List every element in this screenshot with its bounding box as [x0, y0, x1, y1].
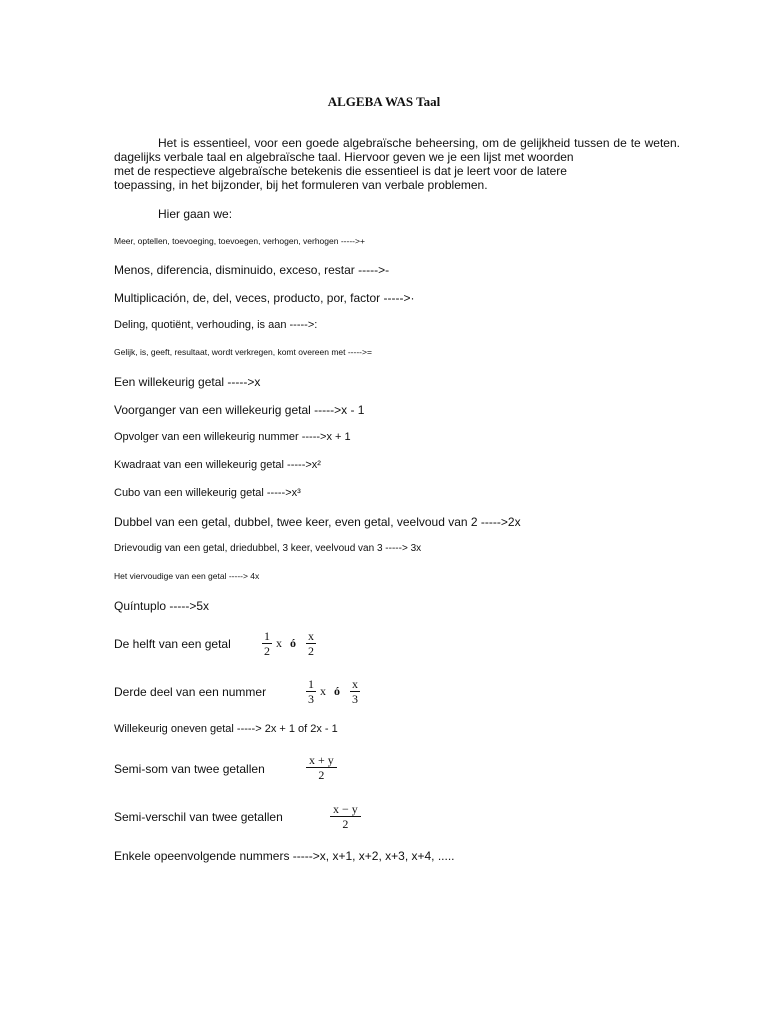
variable: x	[320, 684, 326, 698]
denominator: 2	[308, 644, 314, 658]
numerator: 1	[264, 629, 270, 643]
numerator: x − y	[330, 802, 361, 817]
list-item-predecessor: Voorganger van een willekeurig getal ----->x - 1	[114, 403, 365, 417]
fraction	[330, 802, 361, 831]
half-formula	[262, 629, 316, 658]
or-word: ó	[334, 684, 340, 698]
list-item-triple: Drievoudig van een getal, driedubbel, 3 keer, veelvoud van 3 -----> 3x	[114, 543, 422, 554]
fraction	[306, 677, 316, 706]
list-item-multiplication: Multiplicación, de, del, veces, producto, por, factor ----->·	[114, 291, 415, 305]
numerator: x	[352, 677, 358, 691]
list-item-double: Dubbel van een getal, dubbel, twee keer, even getal, veelvoud van 2 ----->2x	[114, 515, 521, 529]
fraction	[306, 753, 337, 782]
list-item-quintuple: Quíntuplo ----->5x	[114, 599, 210, 613]
fraction	[262, 629, 272, 658]
denominator: 2	[264, 644, 270, 658]
list-item-square: Kwadraat van een willekeurig getal ----->x²	[114, 459, 321, 471]
list-item-half: De helft van een getal	[114, 637, 231, 651]
intro-line-1: Het is essentieel, voor een goede algebraïsche beheersing, om de gelijkheid tussen de te weten.	[158, 136, 680, 150]
list-item-any-number: Een willekeurig getal ----->x	[114, 375, 261, 389]
list-item-division: Deling, quotiënt, verhouding, is aan ----->:	[114, 319, 318, 331]
section-intro: Hier gaan we:	[158, 207, 233, 221]
intro-line-2: dagelijks verbale taal en algebraïsche taal. Hiervoor geven we je een lijst met woorden	[114, 150, 574, 164]
intro-line-4: toepassing, in het bijzonder, bij het formuleren van verbale problemen.	[114, 178, 488, 192]
list-item-addition: Meer, optellen, toevoeging, toevoegen, verhogen, verhogen ----->+	[114, 236, 365, 246]
semi-sum-formula	[306, 753, 337, 782]
list-item-successor: Opvolger van een willekeurig nummer ----->x + 1	[114, 431, 351, 443]
variable: x	[276, 636, 282, 650]
list-item-third: Derde deel van een nummer	[114, 685, 267, 699]
list-item-semi-difference: Semi-verschil van twee getallen	[114, 810, 283, 824]
denominator: 3	[308, 692, 314, 706]
list-item-quadruple: Het viervoudige van een getal -----> 4x	[114, 571, 260, 581]
or-word: ó	[290, 636, 296, 650]
intro-line-3: met de respectieve algebraïsche betekenis die essentieel is dat je leert voor de latere	[114, 164, 567, 178]
fraction	[350, 677, 360, 706]
list-item-odd-number: Willekeurig oneven getal -----> 2x + 1 of 2x - 1	[114, 723, 338, 735]
numerator: x	[308, 629, 314, 643]
third-formula	[306, 677, 360, 706]
numerator: 1	[308, 677, 314, 691]
list-item-consecutive: Enkele opeenvolgende nummers ----->x, x+1, x+2, x+3, x+4, .....	[114, 849, 455, 863]
list-item-cube: Cubo van een willekeurig getal ----->x³	[114, 487, 301, 499]
numerator: x + y	[306, 753, 337, 768]
fraction	[306, 629, 316, 658]
denominator: 3	[352, 692, 358, 706]
denominator: 2	[318, 768, 325, 782]
list-item-equals: Gelijk, is, geeft, resultaat, wordt verkregen, komt overeen met ----->=	[114, 347, 372, 357]
page-title: ALGEBA WAS Taal	[327, 94, 441, 109]
denominator: 2	[342, 817, 349, 831]
list-item-subtraction: Menos, diferencia, disminuido, exceso, restar ----->-	[114, 263, 390, 277]
semi-difference-formula	[330, 802, 361, 831]
list-item-semi-sum: Semi-som van twee getallen	[114, 762, 265, 776]
intro-paragraph	[114, 136, 680, 192]
